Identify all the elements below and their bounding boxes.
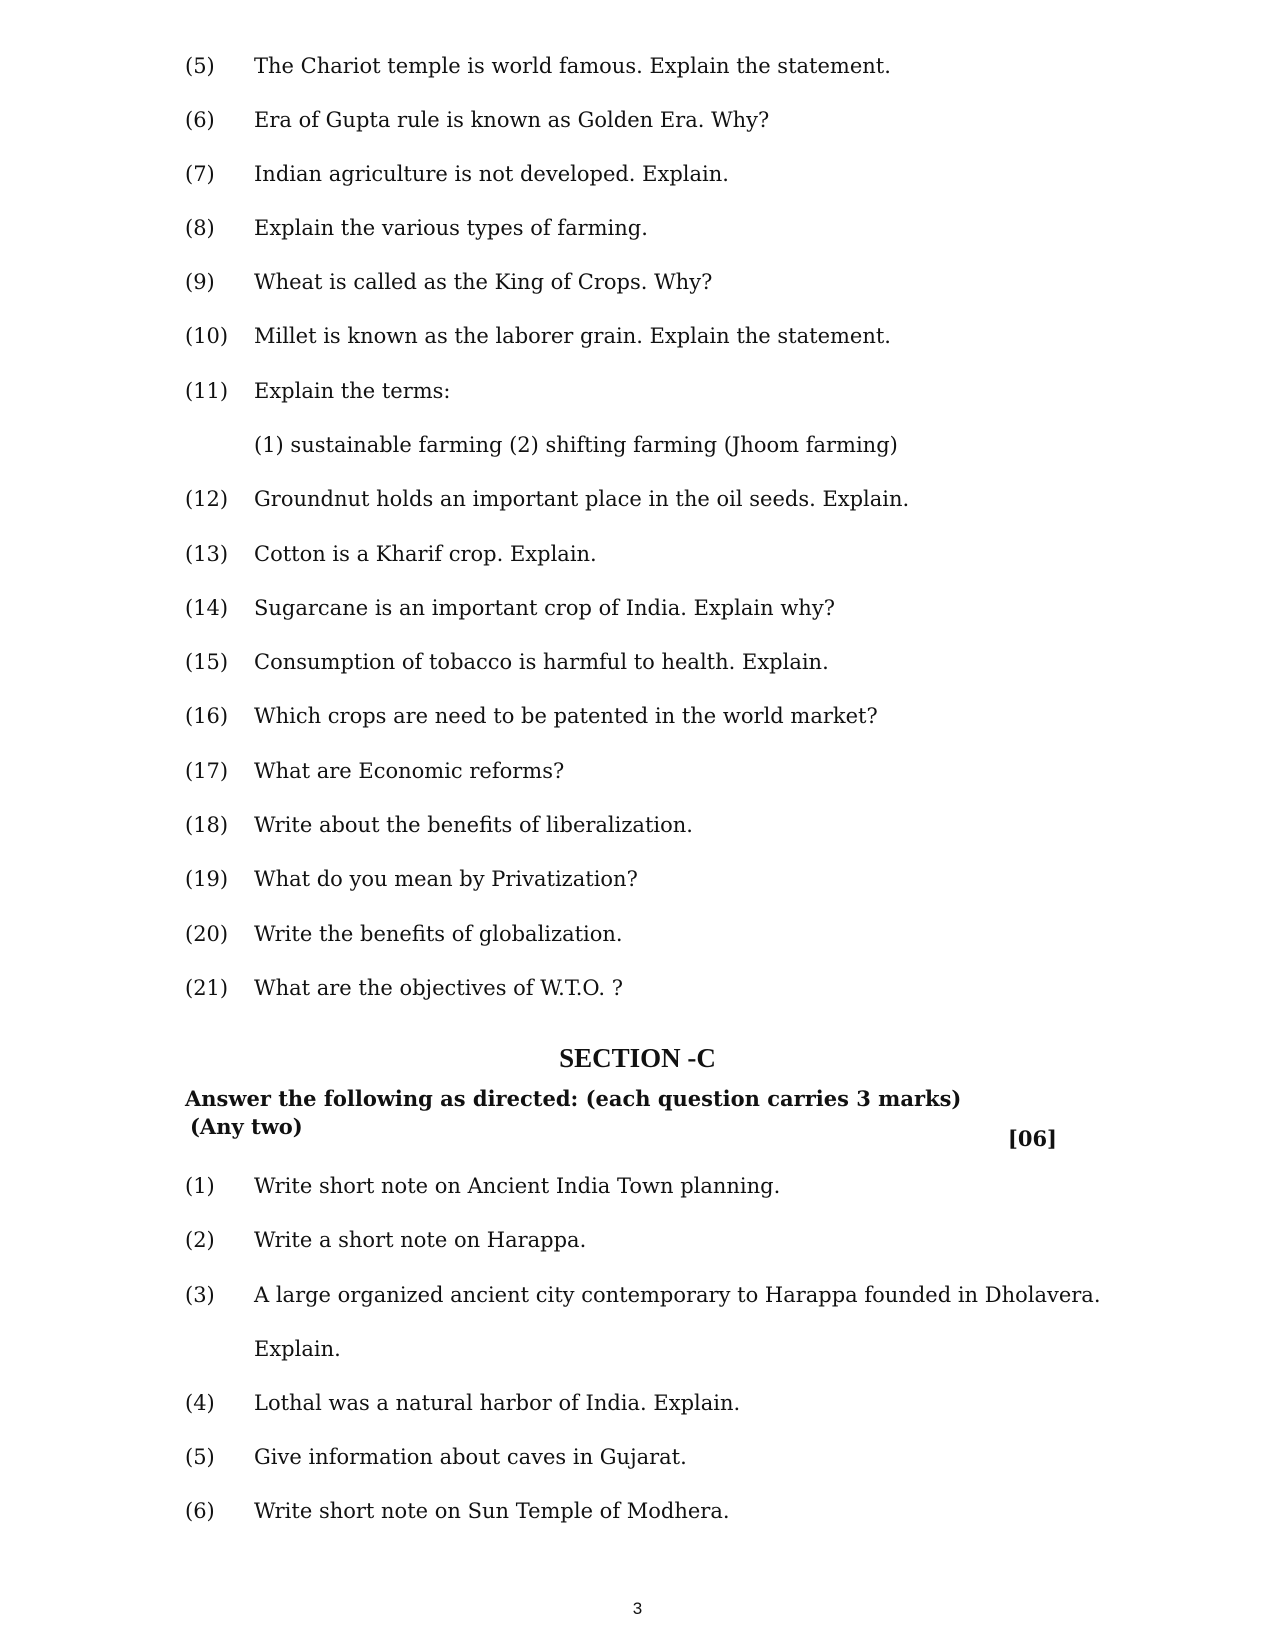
- section-marks: [06]: [1007, 1126, 1057, 1151]
- question-item: [0, 1220, 1275, 1260]
- question-item: [0, 262, 1275, 302]
- question-number: (9): [185, 270, 215, 294]
- question-text: Wheat is called as the King of Crops. Why?: [254, 270, 713, 294]
- question-number: (6): [185, 108, 215, 132]
- question-text: Write short note on Ancient India Town planning.: [254, 1174, 781, 1198]
- question-item: [0, 208, 1275, 248]
- question-text: Explain.: [254, 1337, 341, 1361]
- question-item: [0, 914, 1275, 954]
- question-text: Write short note on Sun Temple of Modhera.: [254, 1499, 730, 1523]
- question-text: (1) sustainable farming (2) shifting farming (Jhoom farming): [254, 433, 898, 457]
- question-number: (18): [185, 813, 229, 837]
- question-number: (19): [185, 867, 229, 891]
- question-number: (3): [185, 1283, 215, 1307]
- section-instruction: Answer the following as directed: (each question carries 3 marks): [185, 1086, 962, 1111]
- question-item: [0, 46, 1275, 86]
- question-text: Write about the benefits of liberalization.: [254, 813, 693, 837]
- question-text: Write the benefits of globalization.: [254, 922, 623, 946]
- question-number: (16): [185, 704, 229, 728]
- question-text: Groundnut holds an important place in the oil seeds. Explain.: [254, 487, 910, 511]
- page-number: 3: [632, 1599, 643, 1618]
- question-text: What are Economic reforms?: [254, 759, 565, 783]
- question-number: (21): [185, 976, 229, 1000]
- question-number: (11): [185, 379, 229, 403]
- question-item: [0, 1383, 1275, 1423]
- question-item: [0, 479, 1275, 519]
- question-item: [0, 154, 1275, 194]
- question-number: (5): [185, 1445, 215, 1469]
- question-text: Sugarcane is an important crop of India. Explain why?: [254, 596, 835, 620]
- question-number: (14): [185, 596, 229, 620]
- question-text: The Chariot temple is world famous. Explain the statement.: [254, 54, 891, 78]
- question-continuation: [0, 1329, 1275, 1369]
- question-number: (15): [185, 650, 229, 674]
- question-number: (12): [185, 487, 229, 511]
- question-text: Era of Gupta rule is known as Golden Era. Why?: [254, 108, 770, 132]
- question-item: [0, 371, 1275, 411]
- question-text: Consumption of tobacco is harmful to health. Explain.: [254, 650, 829, 674]
- question-number: (10): [185, 324, 229, 348]
- question-number: (5): [185, 54, 215, 78]
- question-item: [0, 805, 1275, 845]
- question-item: [0, 534, 1275, 574]
- question-text: A large organized ancient city contemporary to Harappa founded in Dholavera.: [254, 1283, 1101, 1307]
- question-number: (8): [185, 216, 215, 240]
- question-text: Explain the various types of farming.: [254, 216, 648, 240]
- question-number: (17): [185, 759, 229, 783]
- question-item: [0, 968, 1275, 1008]
- question-number: (1): [185, 1174, 215, 1198]
- question-number: (20): [185, 922, 229, 946]
- question-text: What are the objectives of W.T.O. ?: [254, 976, 624, 1000]
- question-subitems: [0, 425, 1275, 465]
- question-item: [0, 751, 1275, 791]
- question-text: Which crops are need to be patented in the world market?: [254, 704, 878, 728]
- question-text: Indian agriculture is not developed. Explain.: [254, 162, 729, 186]
- question-number: (2): [185, 1228, 215, 1252]
- question-item: [0, 642, 1275, 682]
- question-number: (7): [185, 162, 215, 186]
- question-item: [0, 1166, 1275, 1206]
- question-number: (4): [185, 1391, 215, 1415]
- question-item: [0, 1275, 1275, 1315]
- question-item: [0, 588, 1275, 628]
- question-text: What do you mean by Privatization?: [254, 867, 638, 891]
- question-text: Lothal was a natural harbor of India. Explain.: [254, 1391, 741, 1415]
- question-item: [0, 859, 1275, 899]
- question-item: [0, 1491, 1275, 1531]
- section-choice-note: (Any two): [190, 1114, 303, 1139]
- question-item: [0, 100, 1275, 140]
- question-text: Write a short note on Harappa.: [254, 1228, 587, 1252]
- question-number: (6): [185, 1499, 215, 1523]
- section-heading: SECTION -C: [559, 1043, 716, 1073]
- question-item: [0, 1437, 1275, 1477]
- question-text: Millet is known as the laborer grain. Explain the statement.: [254, 324, 891, 348]
- question-number: (13): [185, 542, 229, 566]
- question-text: Give information about caves in Gujarat.: [254, 1445, 687, 1469]
- question-text: Cotton is a Kharif crop. Explain.: [254, 542, 597, 566]
- question-item: [0, 696, 1275, 736]
- question-text: Explain the terms:: [254, 379, 451, 403]
- question-item: [0, 316, 1275, 356]
